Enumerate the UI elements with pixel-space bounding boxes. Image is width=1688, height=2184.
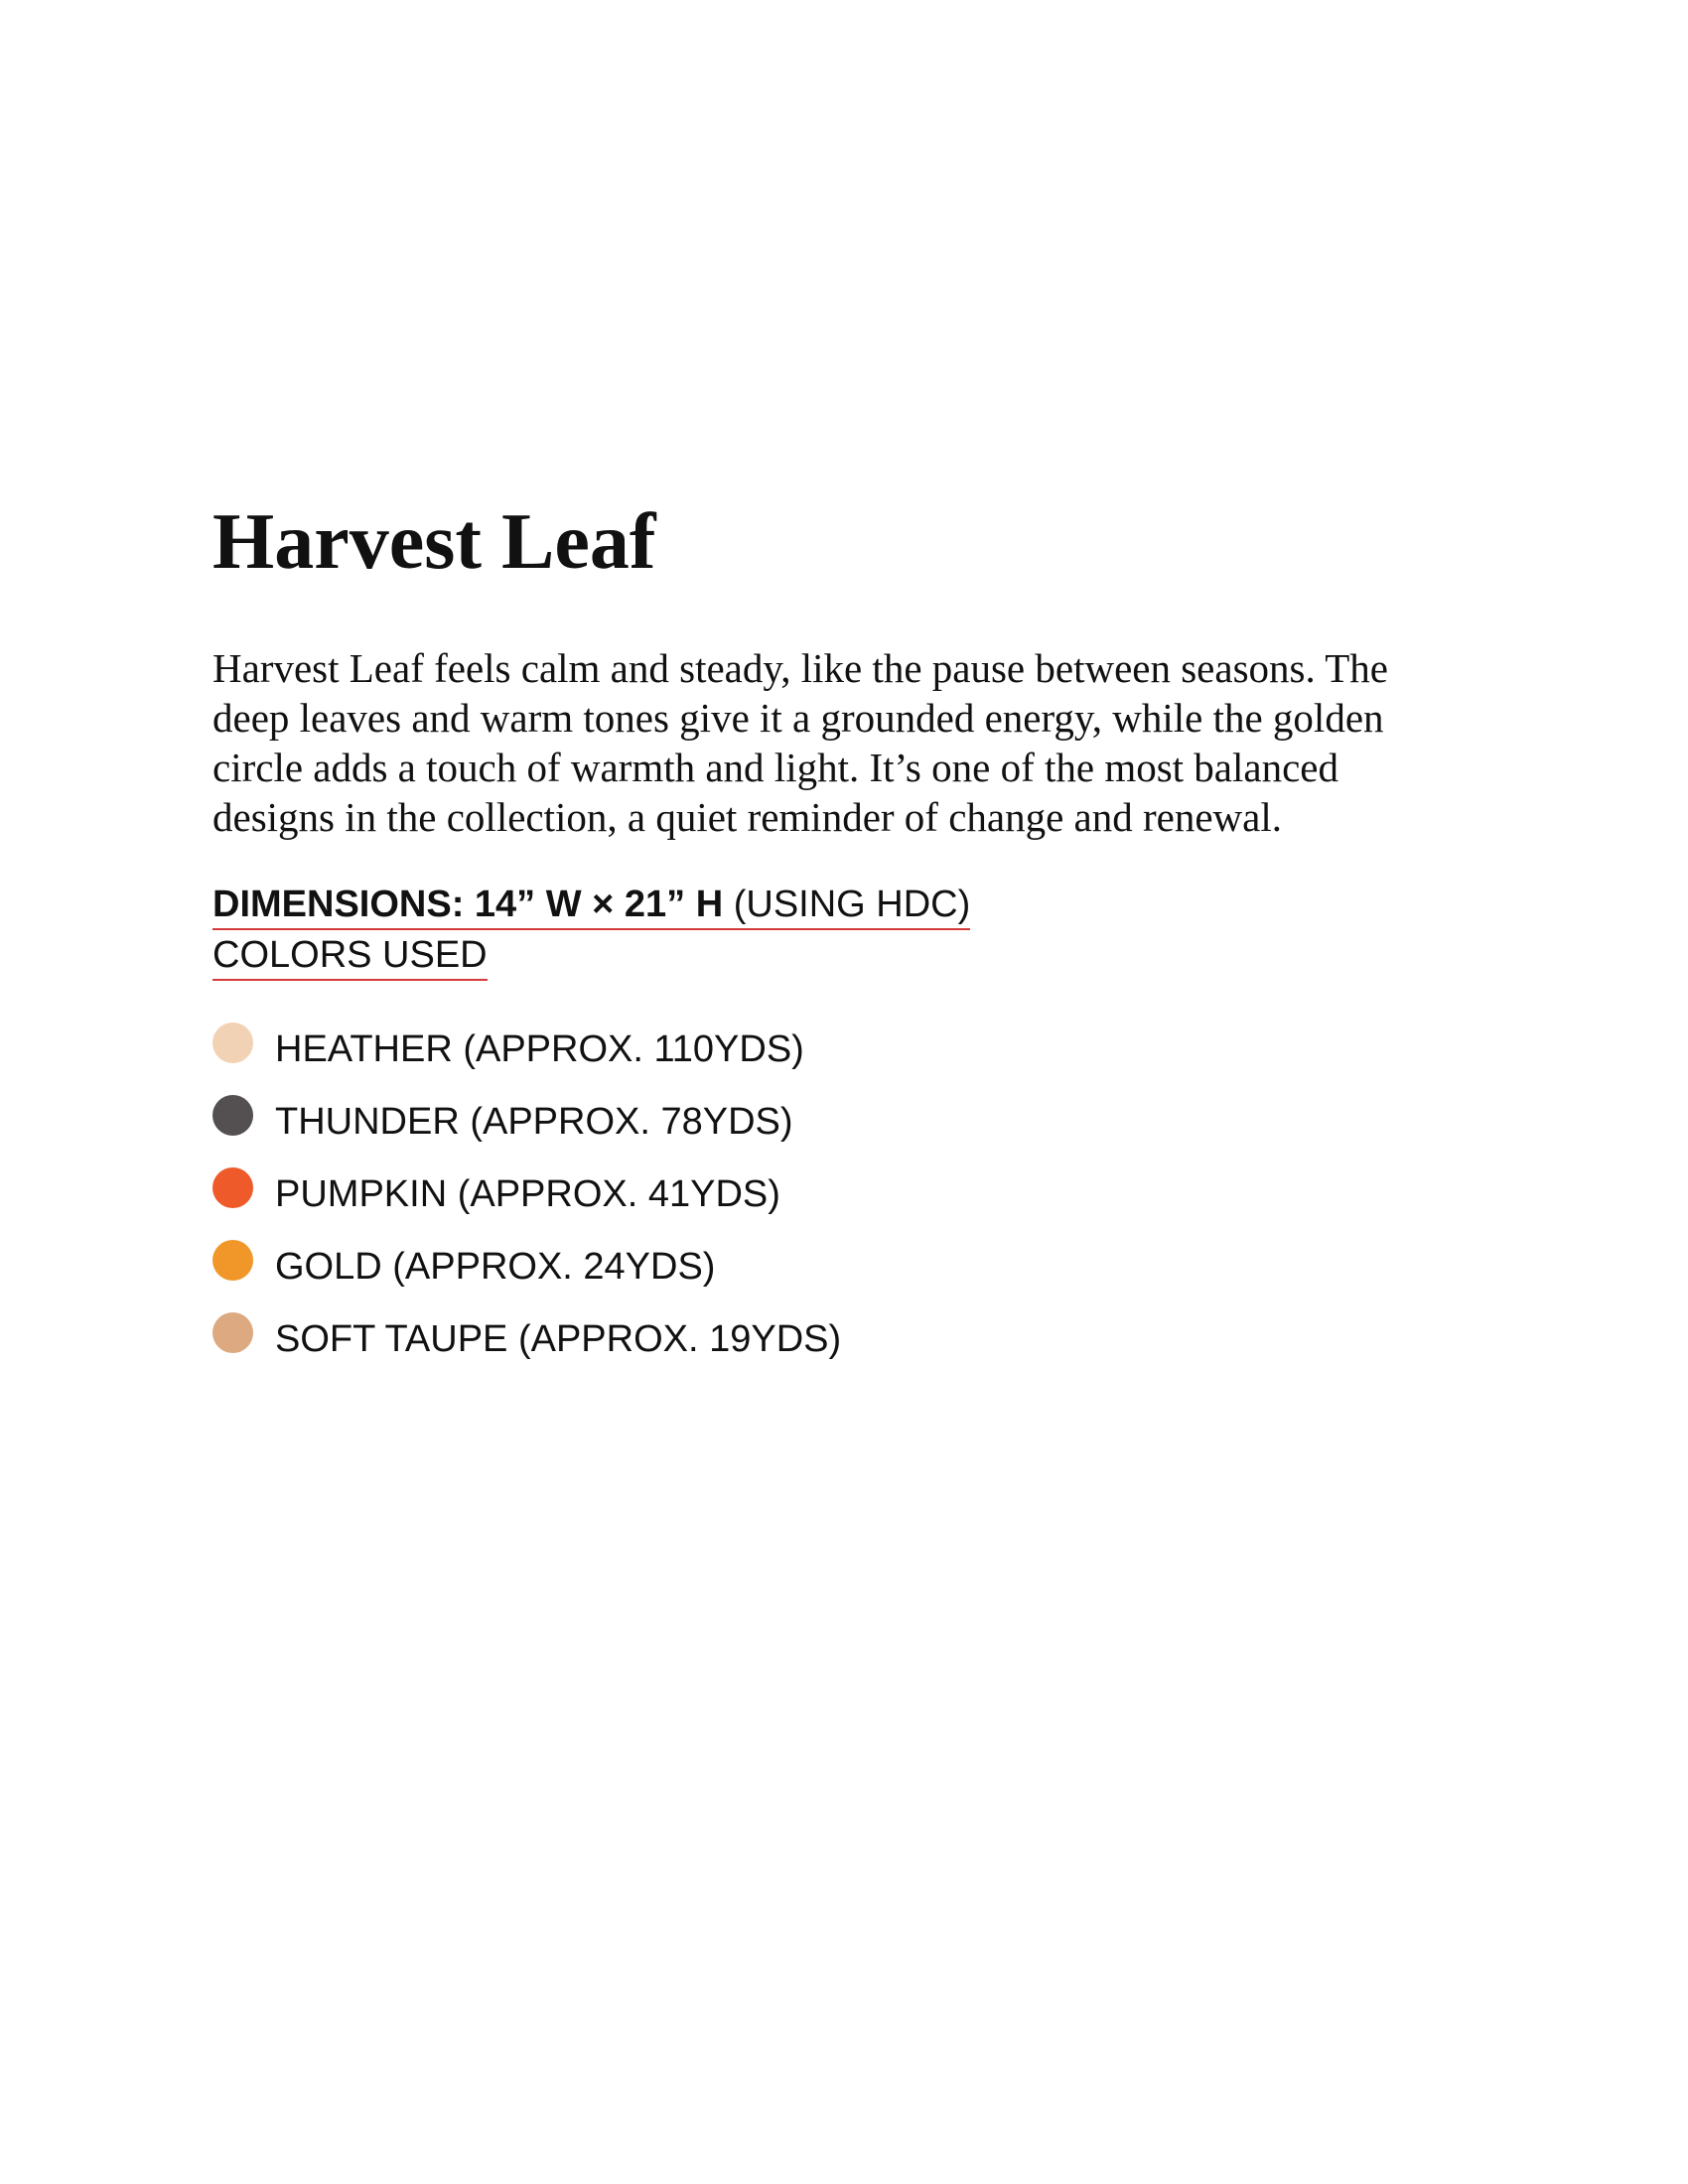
dimensions-note: (USING HDC) (723, 884, 971, 925)
colors-list (212, 1023, 841, 1385)
color-swatch (212, 1167, 253, 1208)
page-title: Harvest Leaf (212, 498, 656, 586)
specs-section (212, 883, 970, 984)
color-item (212, 1240, 841, 1312)
color-label: HEATHER (APPROX. 110YDS) (275, 1028, 804, 1070)
color-label: GOLD (APPROX. 24YDS) (275, 1246, 716, 1288)
description-line: designs in the collection, a quiet reminder of change and renewal. (212, 794, 1282, 840)
color-label: SOFT TAUPE (APPROX. 19YDS) (275, 1318, 842, 1360)
color-swatch (212, 1095, 253, 1136)
color-swatch (212, 1240, 253, 1281)
dimensions-heading (212, 883, 970, 930)
description-paragraph (212, 643, 1483, 842)
color-item (212, 1095, 841, 1167)
description-line: circle adds a touch of warmth and light. It’s one of the most balanced (212, 745, 1338, 790)
colors-used-heading: COLORS USED (212, 933, 488, 981)
color-label: PUMPKIN (APPROX. 41YDS) (275, 1173, 780, 1215)
description-line: Harvest Leaf feels calm and steady, like the pause between seasons. The (212, 645, 1388, 691)
color-swatch (212, 1023, 253, 1063)
color-item (212, 1023, 841, 1095)
color-label: THUNDER (APPROX. 78YDS) (275, 1101, 793, 1143)
dimensions-label: DIMENSIONS: 14” W × 21” H (212, 884, 724, 925)
color-item (212, 1312, 841, 1385)
color-swatch (212, 1312, 253, 1353)
description-line: deep leaves and warm tones give it a grounded energy, while the golden (212, 695, 1384, 741)
color-item (212, 1167, 841, 1240)
